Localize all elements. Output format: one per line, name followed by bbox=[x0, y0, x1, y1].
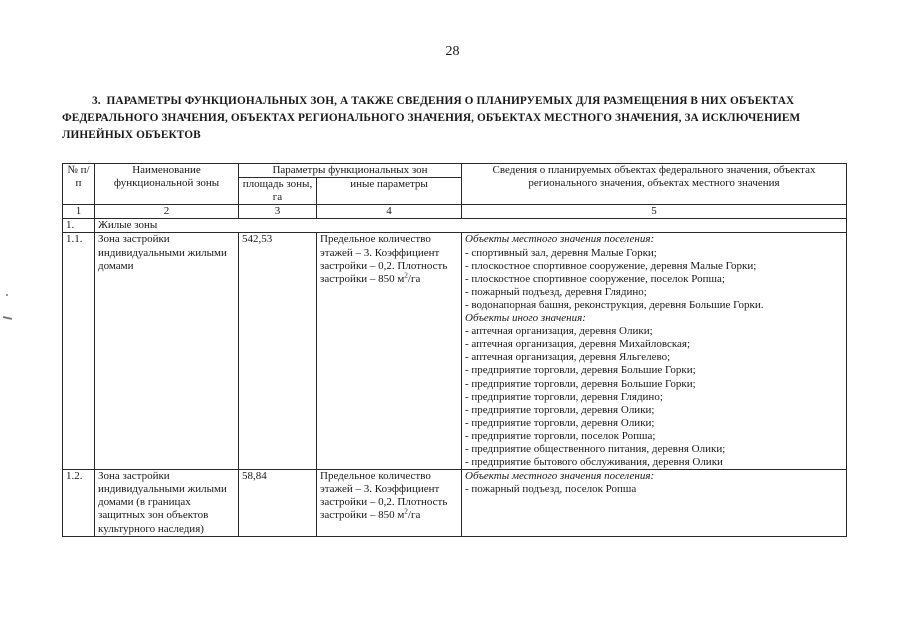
local-objects-title: Объекты местного значения поселения: bbox=[465, 470, 655, 483]
zone-area: 58,84 bbox=[239, 470, 317, 536]
list-item: - пожарный подъезд, поселок Ропша bbox=[465, 483, 637, 496]
group-num: 1. bbox=[63, 219, 95, 233]
planned-objects bbox=[462, 233, 847, 470]
list-item: - предприятие торговли, деревня Олики; bbox=[465, 403, 655, 416]
section-title: ПАРАМЕТРЫ ФУНКЦИОНАЛЬНЫХ ЗОН, А ТАКЖЕ СВЕДЕНИЯ О ПЛАНИРУЕМЫХ ДЛЯ РАЗМЕЩЕНИЯ В НИХ ОБЪЕКТАХ ФЕДЕРАЛЬНОГО ЗНАЧЕНИЯ, ОБЪЕКТАХ РЕГИОНАЛЬНОГО ЗНАЧЕНИЯ, ОБЪЕКТАХ МЕСТНОГО ЗНАЧЕНИЯ, ЗА ИСКЛЮЧЕНИЕМ ЛИНЕЙНЫХ ОБЪЕКТОВ bbox=[62, 95, 801, 141]
list-item: - аптечная организация, деревня Михайловская; bbox=[465, 338, 691, 351]
list-item: - спортивный зал, деревня Малые Горки; bbox=[465, 246, 657, 259]
zone-name: Зона застройки индивидуальными жилыми домами (в границах защитных зон объектов культурного наследия) bbox=[95, 470, 239, 536]
scan-artifact bbox=[3, 316, 12, 320]
header-num: № п/п bbox=[63, 164, 95, 205]
column-number: 2 bbox=[95, 205, 239, 219]
list-item: - предприятие бытового обслуживания, деревня Олики bbox=[465, 456, 723, 469]
list-item: - предприятие общественного питания, деревня Олики; bbox=[465, 442, 726, 455]
zone-params: Предельное количество этажей – 3. Коэффициент застройки – 0,2. Плотность застройки – 850 $м^2/га$ bbox=[317, 470, 462, 536]
column-number-row bbox=[63, 205, 847, 219]
list-item: - предприятие торговли, поселок Ропша; bbox=[465, 429, 656, 442]
list-item: - плоскостное спортивное сооружение, поселок Ропша; bbox=[465, 272, 725, 285]
list-item: - аптечная организация, деревня Олики; bbox=[465, 325, 653, 338]
row-num: 1.2. bbox=[63, 470, 95, 536]
other-objects-title: Объекты иного значения: bbox=[465, 312, 586, 325]
header-params: Параметры функциональных зон bbox=[239, 164, 462, 178]
zone-area: 542,53 bbox=[239, 233, 317, 470]
column-number: 1 bbox=[63, 205, 95, 219]
planned-objects bbox=[462, 470, 847, 536]
list-item: - предприятие торговли, деревня Олики; bbox=[465, 416, 655, 429]
list-item: - водонапорная башня, реконструкция, деревня Большие Горки. bbox=[465, 298, 764, 311]
header-name: Наименование функциональной зоны bbox=[95, 164, 239, 205]
list-item: - предприятие торговли, деревня Большие Горки; bbox=[465, 364, 696, 377]
zones-table bbox=[62, 163, 847, 537]
group-name: Жилые зоны bbox=[95, 219, 847, 233]
list-item: - предприятие торговли, деревня Большие Горки; bbox=[465, 377, 696, 390]
column-number: 3 bbox=[239, 205, 317, 219]
column-number: 4 bbox=[317, 205, 462, 219]
list-item: - предприятие торговли, деревня Глядино; bbox=[465, 390, 663, 403]
header-other: иные параметры bbox=[317, 178, 462, 205]
row-num: 1.1. bbox=[63, 233, 95, 470]
page-number: 28 bbox=[445, 44, 460, 59]
list-item: - плоскостное спортивное сооружение, деревня Малые Горки; bbox=[465, 259, 757, 272]
local-objects-title: Объекты местного значения поселения: bbox=[465, 233, 655, 246]
header-info: Сведения о планируемых объектах федерального значения, объектах регионального значения, объектах местного значения bbox=[462, 164, 847, 205]
header-row bbox=[63, 164, 847, 178]
table-row bbox=[63, 233, 847, 470]
section-number: 3. bbox=[92, 95, 101, 107]
zone-name: Зона застройки индивидуальными жилыми домами bbox=[95, 233, 239, 470]
section-heading bbox=[62, 93, 862, 144]
header-area: площадь зоны, га bbox=[239, 178, 317, 205]
group-row bbox=[63, 219, 847, 233]
table-row bbox=[63, 470, 847, 536]
zone-params: Предельное количество этажей – 3. Коэффициент застройки – 0,2. Плотность застройки – 850 $м^2/га$ bbox=[317, 233, 462, 470]
list-item: - аптечная организация, деревня Яльгелево; bbox=[465, 351, 671, 364]
scan-artifact bbox=[6, 294, 8, 296]
list-item: - пожарный подъезд, деревня Глядино; bbox=[465, 285, 647, 298]
column-number: 5 bbox=[462, 205, 847, 219]
